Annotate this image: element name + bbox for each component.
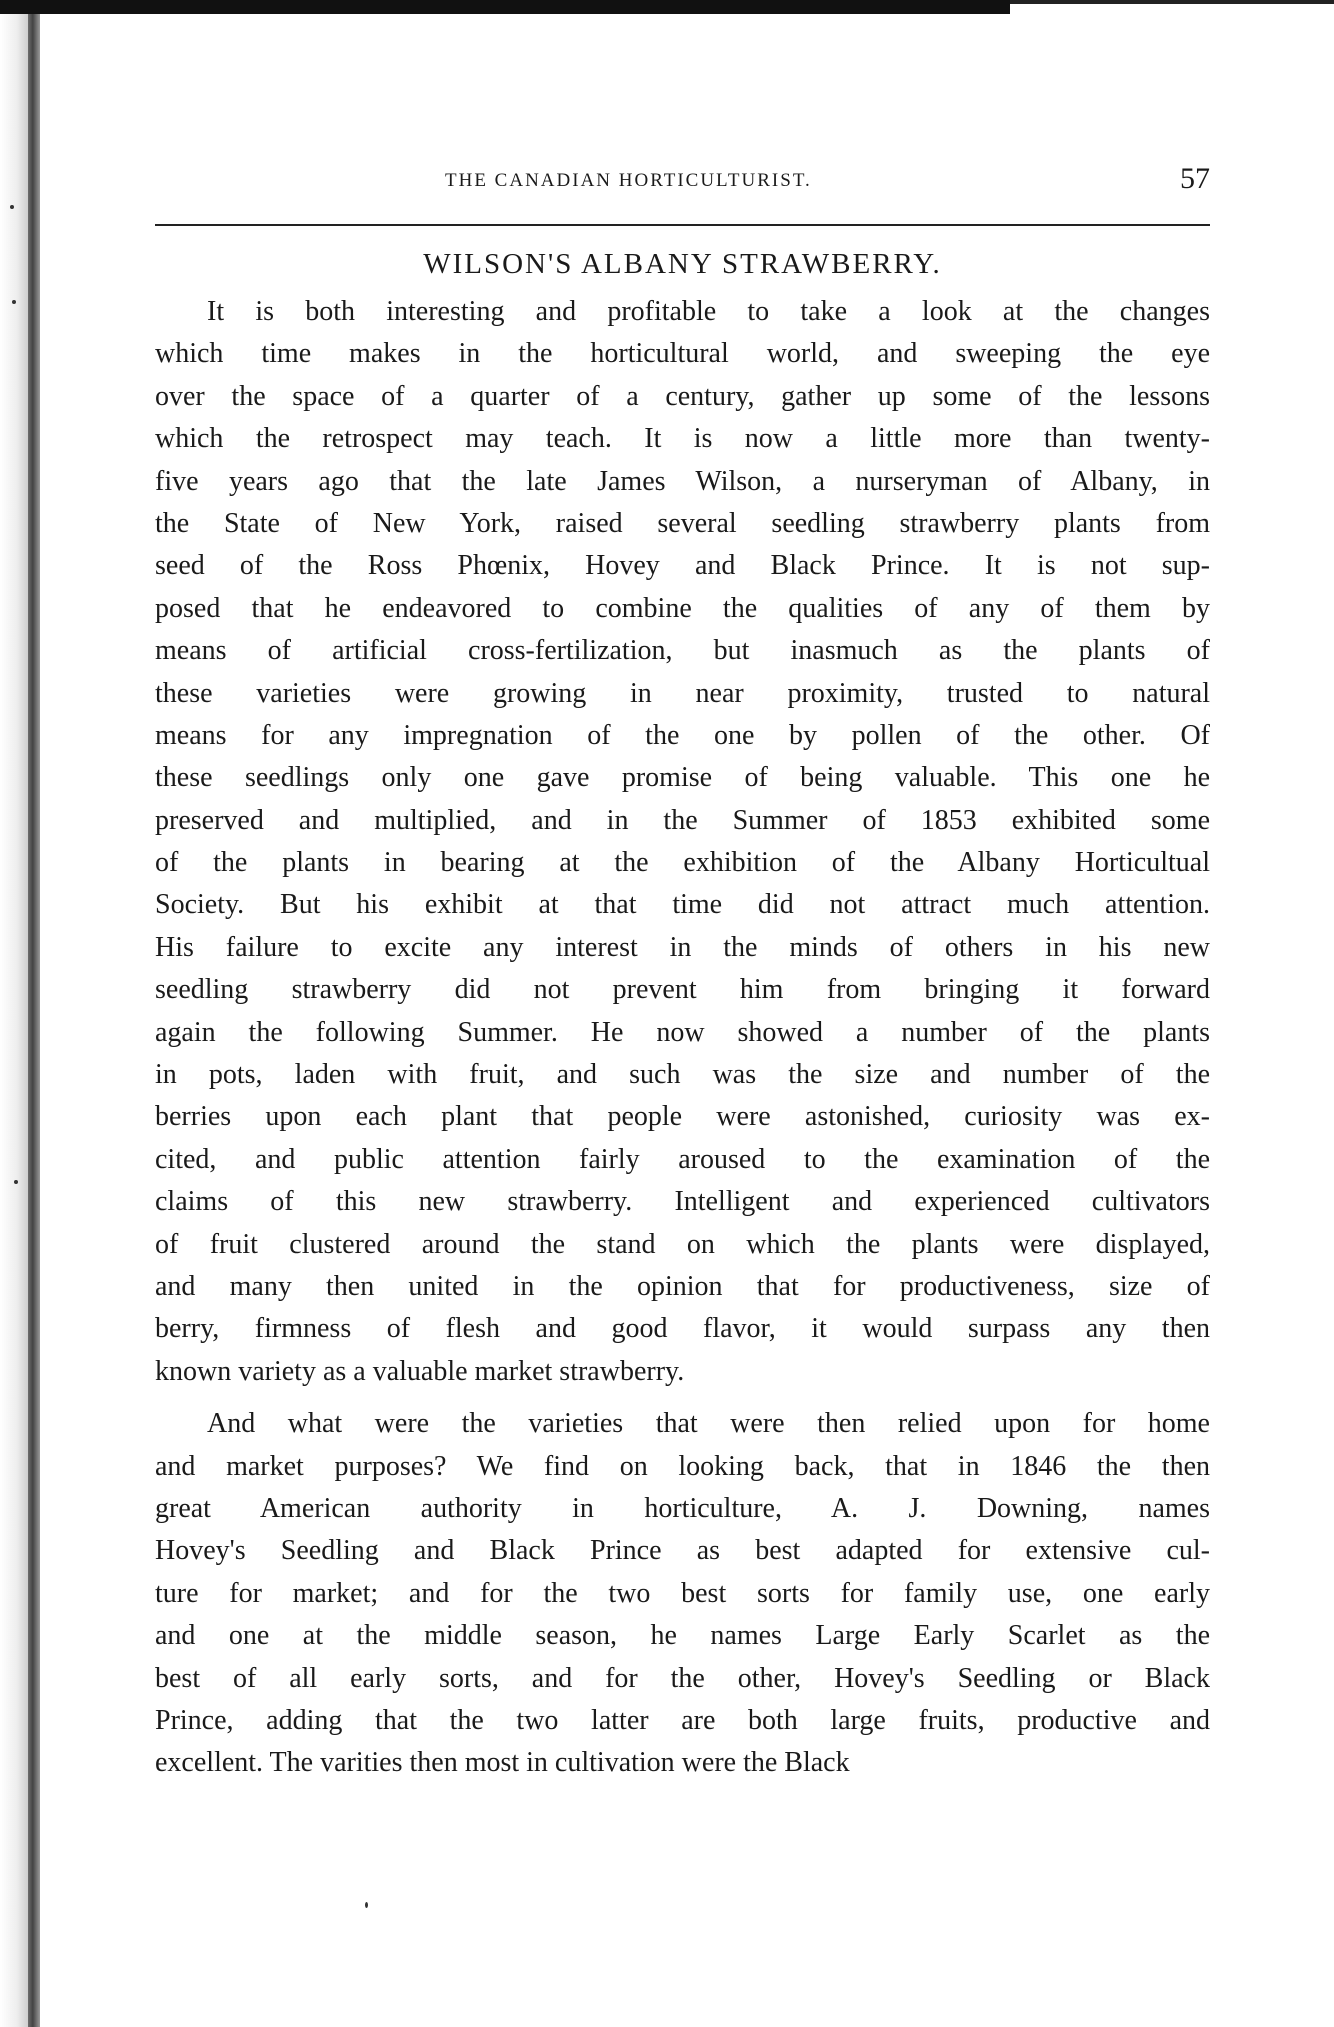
scan-speck bbox=[14, 1180, 18, 1184]
text-line: posed that he endeavored to combine the qualities of any of them by bbox=[155, 592, 1210, 624]
text-line: again the following Summer. He now showed a number of the plants bbox=[155, 1016, 1210, 1048]
text-line: claims of this new strawberry. Intelligent and experienced cultivators bbox=[155, 1186, 1210, 1218]
text-line: berry, firmness of flesh and good flavor, it would surpass any then bbox=[155, 1313, 1210, 1345]
text-line: these seedlings only one gave promise of being valuable. This one he bbox=[155, 762, 1210, 794]
text-line: and one at the middle season, he names Large Early Scarlet as the bbox=[155, 1620, 1210, 1652]
text-line: Society. But his exhibit at that time did not attract much attention. bbox=[155, 889, 1210, 921]
paragraph-gap bbox=[155, 1393, 1210, 1403]
text-line: It is both interesting and profitable to take a look at the changes bbox=[207, 296, 1210, 327]
text-line: ture for market; and for the two best sorts for family use, one early bbox=[155, 1577, 1210, 1609]
text-line: Prince, adding that the two latter are both large fruits, productive and bbox=[155, 1704, 1210, 1736]
text-line: known variety as a valuable market strawberry. bbox=[155, 1355, 685, 1387]
text-line: cited, and public attention fairly aroused to the examination of the bbox=[155, 1143, 1210, 1175]
article-title: WILSON'S ALBANY STRAWBERRY. bbox=[423, 248, 942, 280]
text-line: means for any impregnation of the one by pollen of the other. Of bbox=[155, 719, 1210, 751]
text-line: of the plants in bearing at the exhibition of the Albany Horticultual bbox=[155, 847, 1210, 879]
page-edge-shadow bbox=[0, 0, 28, 2027]
text-line: And what were the varieties that were then relied upon for home bbox=[207, 1408, 1210, 1440]
text-line: and market purposes? We find on looking back, that in 1846 the then bbox=[155, 1450, 1210, 1482]
article bbox=[155, 248, 1210, 1785]
text-line: which the retrospect may teach. It is now a little more than twenty- bbox=[155, 423, 1210, 455]
page-number: 57 bbox=[1180, 162, 1210, 195]
header-rule bbox=[155, 224, 1210, 226]
text-line: seedling strawberry did not prevent him from bringing it forward bbox=[155, 974, 1210, 1006]
text-line: excellent. The varities then most in cultivation were the Black bbox=[155, 1747, 850, 1779]
text-line: berries upon each plant that people were astonished, curiosity was ex- bbox=[155, 1101, 1210, 1133]
text-line: the State of New York, raised several seedling strawberry plants from bbox=[155, 507, 1210, 539]
running-header bbox=[155, 162, 1210, 208]
text-line: of fruit clustered around the stand on which the plants were displayed, bbox=[155, 1228, 1210, 1260]
paragraph bbox=[155, 291, 1210, 1393]
text-line: best of all early sorts, and for the other, Hovey's Seedling or Black bbox=[155, 1662, 1210, 1694]
text-line: His failure to excite any interest in the minds of others in his new bbox=[155, 931, 1210, 963]
scan-speck bbox=[12, 300, 16, 304]
paragraph bbox=[155, 1403, 1210, 1785]
text-line: seed of the Ross Phœnix, Hovey and Black Prince. It is not sup- bbox=[155, 550, 1210, 582]
page-binding-edge bbox=[28, 0, 40, 2027]
article-body bbox=[155, 291, 1210, 1785]
text-line: five years ago that the late James Wilson, a nurseryman of Albany, in bbox=[155, 465, 1210, 497]
text-line: means of artificial cross-fertilization, but inasmuch as the plants of bbox=[155, 635, 1210, 667]
text-line: preserved and multiplied, and in the Summer of 1853 exhibited some bbox=[155, 804, 1210, 836]
text-line: in pots, laden with fruit, and such was the size and number of the bbox=[155, 1059, 1210, 1091]
text-line: over the space of a quarter of a century, gather up some of the lessons bbox=[155, 380, 1210, 412]
scan-speck bbox=[365, 1902, 368, 1908]
text-line: great American authority in horticulture, A. J. Downing, names bbox=[155, 1492, 1210, 1524]
text-line: Hovey's Seedling and Black Prince as best adapted for extensive cul- bbox=[155, 1535, 1210, 1567]
text-line: which time makes in the horticultural world, and sweeping the eye bbox=[155, 338, 1210, 370]
text-line: these varieties were growing in near proximity, trusted to natural bbox=[155, 677, 1210, 709]
running-title: THE CANADIAN HORTICULTURIST. bbox=[445, 170, 812, 191]
scan-top-border-thin bbox=[1010, 0, 1334, 4]
scan-top-border bbox=[0, 0, 1010, 14]
scan-speck bbox=[10, 205, 14, 209]
text-line: and many then united in the opinion that for productiveness, size of bbox=[155, 1270, 1210, 1302]
